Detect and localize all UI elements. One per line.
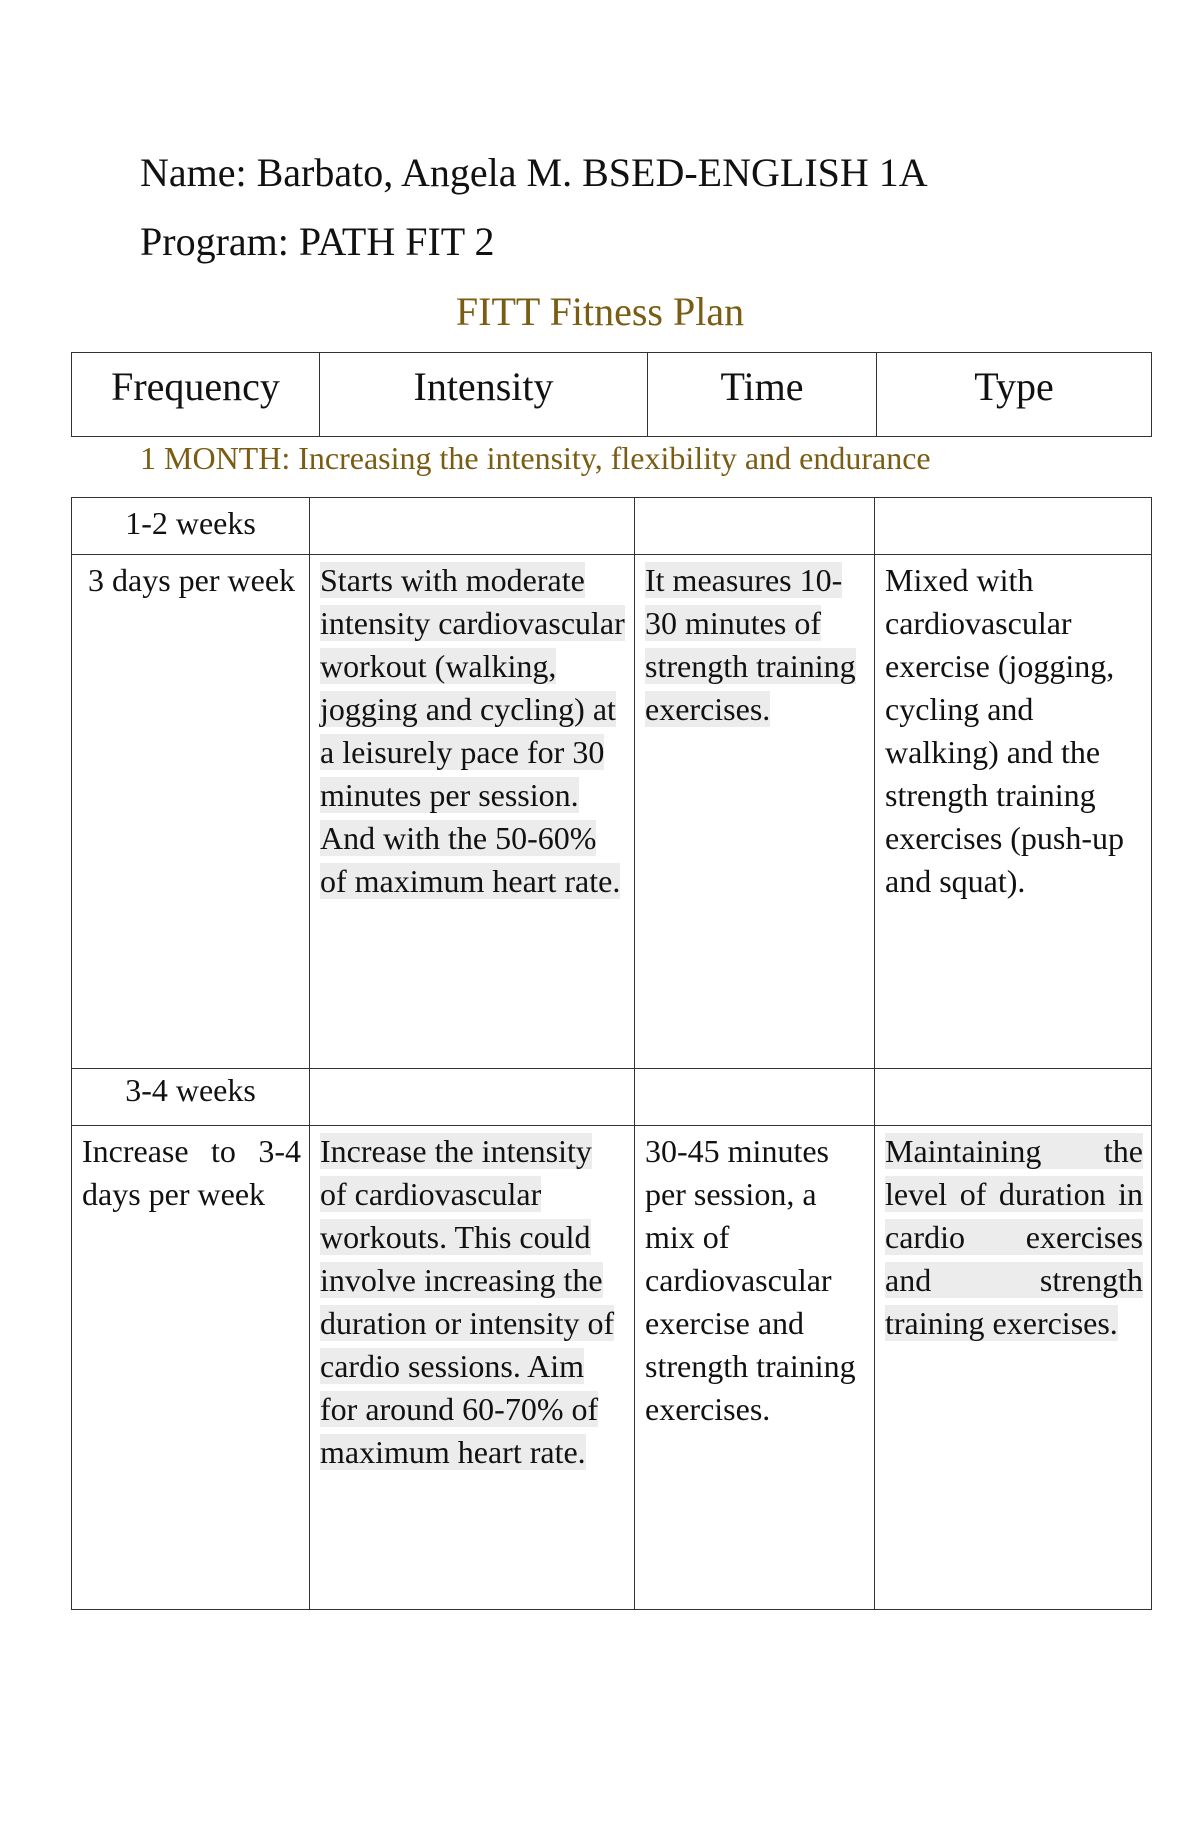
student-name-line: Name: Barbato, Angela M. BSED-ENGLISH 1A xyxy=(140,150,928,195)
time-cell: 30-45 minutes per session, a mix of cardiovascular exercise and strength training exercises. xyxy=(635,1126,875,1610)
column-header-frequency: Frequency xyxy=(72,353,320,437)
week-label: 3-4 weeks xyxy=(72,1069,310,1126)
type-text: Maintaining the level of duration in cardio exercises and strength training exercises. xyxy=(885,1133,1143,1341)
week-row xyxy=(72,1069,1152,1126)
empty-cell xyxy=(875,1069,1152,1126)
week-row xyxy=(72,498,1152,555)
fitt-plan-table xyxy=(71,497,1152,1610)
time-text: It measures 10-30 minutes of strength training exercises. xyxy=(645,562,856,727)
program-line: Program: PATH FIT 2 xyxy=(140,219,495,264)
time-cell xyxy=(635,555,875,1069)
type-cell: Mixed with cardiovascular exercise (jogging, cycling and walking) and the strength training exercises (push-up and squat). xyxy=(875,555,1152,1069)
week-label: 1-2 weeks xyxy=(72,498,310,555)
column-header-time: Time xyxy=(648,353,877,437)
plan-subtitle: 1 MONTH: Increasing the intensity, flexibility and endurance xyxy=(140,440,931,476)
plan-row xyxy=(72,1126,1152,1610)
frequency-cell: Increase to 3-4 days per week xyxy=(72,1126,310,1610)
header-row xyxy=(72,353,1152,437)
empty-cell xyxy=(635,498,875,555)
empty-cell xyxy=(310,498,635,555)
empty-cell xyxy=(310,1069,635,1126)
intensity-text: Starts with moderate intensity cardiovascular workout (walking, jogging and cycling) at a leisurely pace for 30 minutes per session. And with the 50-60% of maximum heart rate. xyxy=(320,562,625,899)
fitt-header-table xyxy=(71,352,1152,437)
type-cell xyxy=(875,1126,1152,1610)
intensity-text: Increase the intensity of cardiovascular workouts. This could involve increasing the duration or intensity of cardio sessions. Aim for around 60-70% of maximum heart rate. xyxy=(320,1133,615,1470)
empty-cell xyxy=(875,498,1152,555)
document-title: FITT Fitness Plan xyxy=(455,289,745,334)
frequency-cell: 3 days per week xyxy=(72,555,310,1069)
plan-row xyxy=(72,555,1152,1069)
column-header-type: Type xyxy=(877,353,1152,437)
empty-cell xyxy=(635,1069,875,1126)
column-header-intensity: Intensity xyxy=(320,353,648,437)
intensity-cell xyxy=(310,1126,635,1610)
intensity-cell xyxy=(310,555,635,1069)
